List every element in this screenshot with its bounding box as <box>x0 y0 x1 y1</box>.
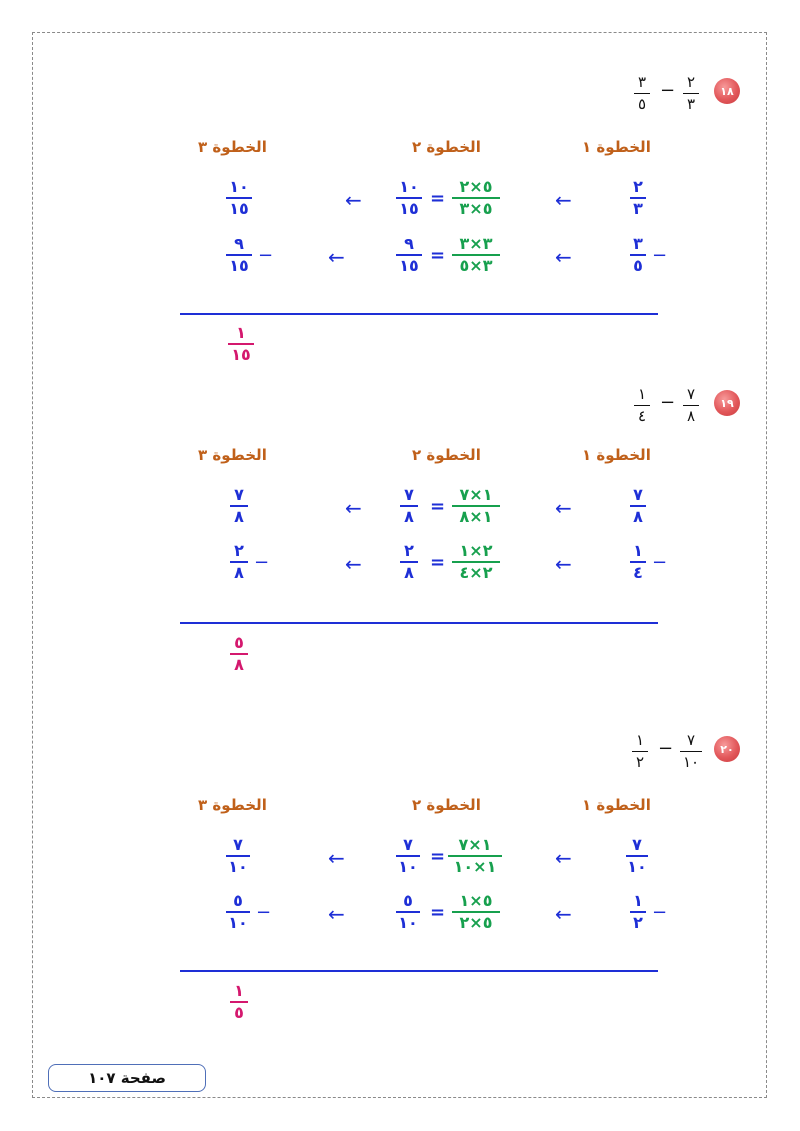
equals-sign: = <box>430 496 446 517</box>
equals-sign: = <box>430 552 446 573</box>
minus-sign: − <box>652 902 668 923</box>
problem-number-badge: ١٨ <box>714 78 740 104</box>
step1-fraction: ٢ ٣ <box>630 178 646 218</box>
step-1-heading: الخطوة ١ <box>582 138 651 156</box>
header-fraction-a: ١ ٤ <box>634 386 650 425</box>
header-fraction-a: ٣ ٥ <box>634 74 650 113</box>
arrow: ← <box>555 552 572 576</box>
arrow: ← <box>328 245 345 269</box>
step-2-heading: الخطوة ٢ <box>412 446 481 464</box>
header-fraction-b: ٢ ٣ <box>683 74 699 113</box>
problem-number-badge: ٢٠ <box>714 736 740 762</box>
arrow: ← <box>328 902 345 926</box>
arrow: ← <box>328 846 345 870</box>
header-minus: − <box>660 392 676 413</box>
equivalent-fraction: ٢ ٨ <box>400 542 418 582</box>
equals-sign: = <box>430 188 446 209</box>
problem-18 <box>0 0 800 364</box>
equivalent-fraction: ٧ ١٠ <box>396 836 420 876</box>
result-rule <box>180 970 658 972</box>
equivalent-fraction: ١٠ ١٥ <box>396 178 422 218</box>
step-2-heading: الخطوة ٢ <box>412 138 481 156</box>
arrow: ← <box>555 188 572 212</box>
minus-sign: − <box>258 245 274 266</box>
problem-20 <box>0 660 800 1022</box>
arrow: ← <box>555 245 572 269</box>
step3-fraction: ٥ ١٠ <box>226 892 250 932</box>
problem-number-badge: ١٩ <box>714 390 740 416</box>
equals-sign: = <box>430 846 446 867</box>
step-3-heading: الخطوة ٣ <box>198 138 267 156</box>
header-minus: − <box>658 738 674 759</box>
arrow: ← <box>345 188 362 212</box>
conversion-fraction: ١×٧ ١×٨ <box>452 486 500 526</box>
step-2-heading: الخطوة ٢ <box>412 796 481 814</box>
problem-19 <box>0 310 800 674</box>
step-1-heading: الخطوة ١ <box>582 446 651 464</box>
step1-fraction: ٧ ١٠ <box>627 835 647 876</box>
step-3-heading: الخطوة ٣ <box>198 796 267 814</box>
header-minus: − <box>660 80 676 101</box>
conversion-fraction: ١×٧ ١×١٠ <box>448 836 502 876</box>
equivalent-fraction: ٥ ١٠ <box>396 892 420 932</box>
arrow: ← <box>345 552 362 576</box>
minus-sign: − <box>652 245 668 266</box>
step1-fraction: ٧ ٨ <box>630 486 646 526</box>
step3-fraction: ٩ ١٥ <box>226 235 252 275</box>
header-fraction-a: ١ ٢ <box>632 732 648 771</box>
step3-fraction: ٢ ٨ <box>230 542 248 582</box>
step1-fraction: ١ ٢ <box>630 892 646 932</box>
equals-sign: = <box>430 245 446 266</box>
conversion-fraction: ٥×١ ٥×٢ <box>452 892 500 932</box>
conversion-fraction: ٥×٢ ٥×٣ <box>452 178 500 218</box>
arrow: ← <box>555 846 572 870</box>
header-fraction-b: ٧ ١٠ <box>680 732 702 771</box>
page-number-label: صفحة ١٠٧ <box>48 1064 206 1092</box>
step3-fraction: ٧ ٨ <box>230 486 248 526</box>
minus-sign: − <box>256 902 272 923</box>
arrow: ← <box>555 902 572 926</box>
result-fraction: ١ ٥ <box>230 982 248 1022</box>
result-fraction: ٥ ٨ <box>230 634 248 674</box>
step1-fraction: ١ ٤ <box>630 542 646 582</box>
equivalent-fraction: ٩ ١٥ <box>396 235 422 275</box>
equals-sign: = <box>430 902 446 923</box>
conversion-fraction: ٢×١ ٢×٤ <box>452 542 500 582</box>
step1-fraction: ٣ ٥ <box>630 235 646 275</box>
step-3-heading: الخطوة ٣ <box>198 446 267 464</box>
header-fraction-b: ٧ ٨ <box>683 386 699 425</box>
minus-sign: − <box>254 552 270 573</box>
step3-fraction: ٧ ١٠ <box>226 836 250 876</box>
result-fraction: ١ ١٥ <box>228 324 254 364</box>
step-1-heading: الخطوة ١ <box>582 796 651 814</box>
conversion-fraction: ٣×٣ ٣×٥ <box>452 235 500 275</box>
step3-fraction: ١٠ ١٥ <box>226 178 252 218</box>
arrow: ← <box>555 496 572 520</box>
equivalent-fraction: ٧ ٨ <box>400 486 418 526</box>
arrow: ← <box>345 496 362 520</box>
result-rule <box>180 622 658 624</box>
minus-sign: − <box>652 552 668 573</box>
